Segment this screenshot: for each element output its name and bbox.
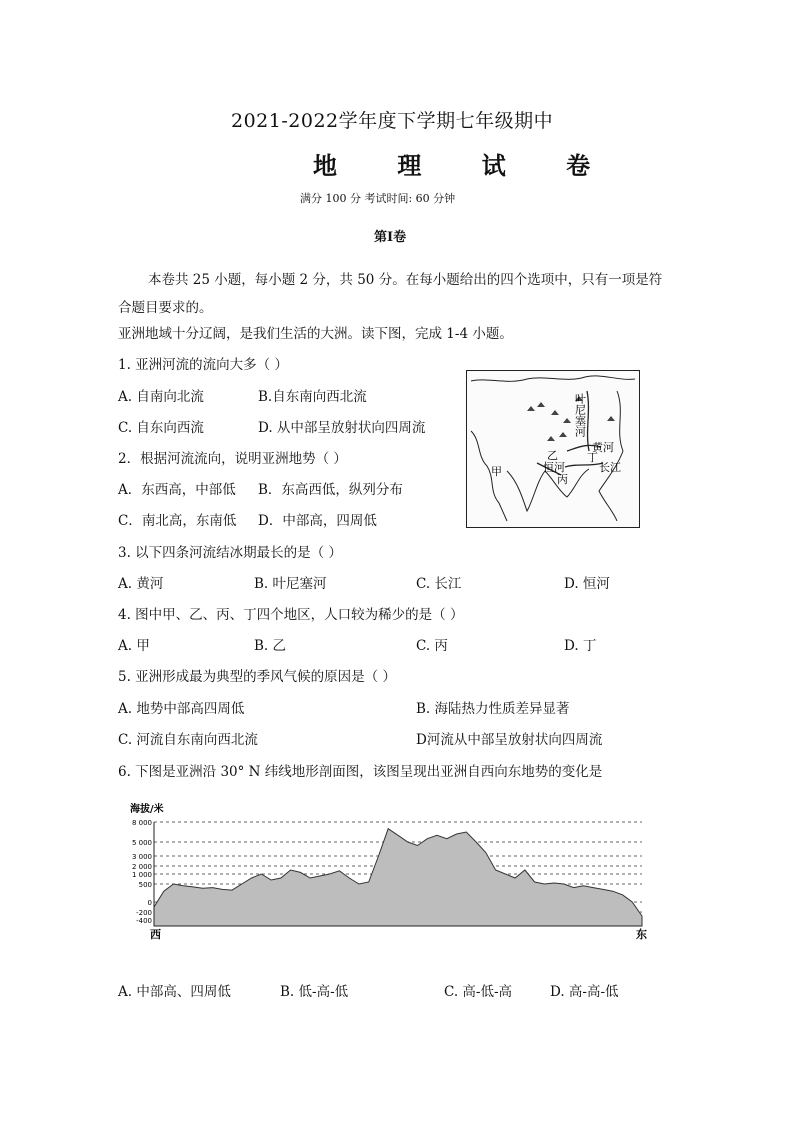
y-tick-label: 5 000 — [131, 839, 152, 847]
q4-option-d[interactable]: D. 丁 — [564, 638, 597, 654]
question-1-stem: 1. 亚洲河流的流向大多（ ） — [118, 357, 288, 373]
question-6-stem: 6. 下图是亚洲沿 30° N 纬线地形剖面图，该图呈现出亚洲自西向东地势的变化是 — [118, 764, 603, 780]
q5-option-c[interactable]: C. 河流自东南向西北流 — [118, 732, 258, 748]
map-label-ding: 丁 — [587, 451, 598, 464]
map-label-jia: 甲 — [491, 465, 502, 478]
q3-option-c[interactable]: C. 长江 — [416, 576, 462, 592]
q4-option-a[interactable]: A. 甲 — [118, 638, 150, 654]
coastline-south — [507, 469, 589, 511]
map-label-yi: 乙 — [547, 449, 558, 462]
q5-option-d[interactable]: D河流从中部呈放射状向四周流 — [416, 732, 603, 748]
q2-option-a[interactable]: A．东西高，中部低 — [118, 482, 236, 498]
q5-option-a[interactable]: A. 地势中部高四周低 — [118, 701, 245, 717]
question-3-stem: 3. 以下四条河流结冰期最长的是（ ） — [118, 545, 342, 561]
y-tick-label: -400 — [136, 917, 152, 925]
intro-line-2: 合题目要求的。 — [118, 300, 213, 316]
terrain-profile-area — [154, 829, 642, 926]
q2-option-d[interactable]: D．中部高，四周低 — [258, 513, 377, 529]
exam-title: 2021-2022学年度下学期七年级期中 — [231, 110, 554, 132]
y-tick-label: 500 — [138, 881, 152, 889]
terrain-profile-svg — [128, 798, 656, 940]
map-label-ganges: 恒河 — [543, 461, 565, 474]
q4-option-b[interactable]: B. 乙 — [254, 638, 287, 654]
x-label-west: 西 — [150, 928, 161, 940]
intro-line-1: 本卷共 25 小题，每小题 2 分，共 50 分。在每小题给出的四个选项中，只有一项是符 — [148, 272, 663, 288]
q1-option-a[interactable]: A. 自南向北流 — [118, 389, 204, 405]
y-tick-label: 8 000 — [131, 819, 152, 827]
x-label-east: 东 — [636, 928, 647, 940]
q3-option-a[interactable]: A. 黄河 — [118, 576, 164, 592]
map-label-huanghe: 黄河 — [592, 441, 614, 454]
q6-option-d[interactable]: D. 高-高-低 — [550, 984, 619, 1000]
question-2-stem: 2．根据河流流向，说明亚洲地势（ ） — [118, 451, 347, 467]
coastline-east — [599, 391, 623, 521]
y-tick-label: 3 000 — [131, 853, 152, 861]
section-title: 第Ⅰ卷 — [374, 230, 407, 245]
q5-option-b[interactable]: B. 海陆热力性质差异显著 — [416, 701, 570, 717]
q6-option-c[interactable]: C. 高-低-高 — [444, 984, 513, 1000]
q6-option-b[interactable]: B. 低-高-低 — [280, 984, 349, 1000]
q1-option-d[interactable]: D. 从中部呈放射状向四周流 — [258, 420, 426, 436]
river-yenisei — [587, 391, 589, 451]
q2-option-b[interactable]: B．东高西低，纵列分布 — [258, 482, 403, 498]
q3-option-d[interactable]: D. 恒河 — [564, 576, 610, 592]
question-4-stem: 4. 图中甲、乙、丙、丁四个地区，人口较为稀少的是（ ） — [118, 607, 464, 623]
q4-option-c[interactable]: C. 丙 — [416, 638, 448, 654]
mountain-symbols — [527, 396, 615, 441]
question-5-stem: 5. 亚洲形成最为典型的季风气候的原因是（ ） — [118, 669, 396, 685]
intro-context: 亚洲地域十分辽阔，是我们生活的大洲。读下图，完成 1-4 小题。 — [118, 326, 513, 342]
y-tick-label: -200 — [136, 909, 152, 917]
map-label-bing: 丙 — [557, 473, 568, 486]
q6-option-a[interactable]: A. 中部高、四周低 — [118, 984, 231, 1000]
asia-river-map — [466, 370, 640, 528]
terrain-profile-chart — [128, 798, 656, 940]
q2-option-c[interactable]: C．南北高，东南低 — [118, 513, 237, 529]
y-axis-label: 海拔/米 — [130, 804, 164, 815]
q3-option-b[interactable]: B. 叶尼塞河 — [254, 576, 327, 592]
y-tick-label: 0 — [147, 899, 152, 907]
coastline-north — [471, 376, 635, 381]
map-label-yenisei: 叶尼塞河 — [573, 393, 587, 437]
y-tick-label: 2 000 — [131, 863, 152, 871]
exam-info: 满分 100 分 考试时间: 60 分钟 — [300, 192, 456, 205]
q1-option-b[interactable]: B.自东南向西北流 — [258, 389, 367, 405]
y-tick-label: 1 000 — [131, 871, 152, 879]
subject-title: 地 理 试 卷 — [313, 151, 617, 180]
map-label-changjiang: 长江 — [599, 461, 621, 474]
q1-option-c[interactable]: C. 自东向西流 — [118, 420, 204, 436]
